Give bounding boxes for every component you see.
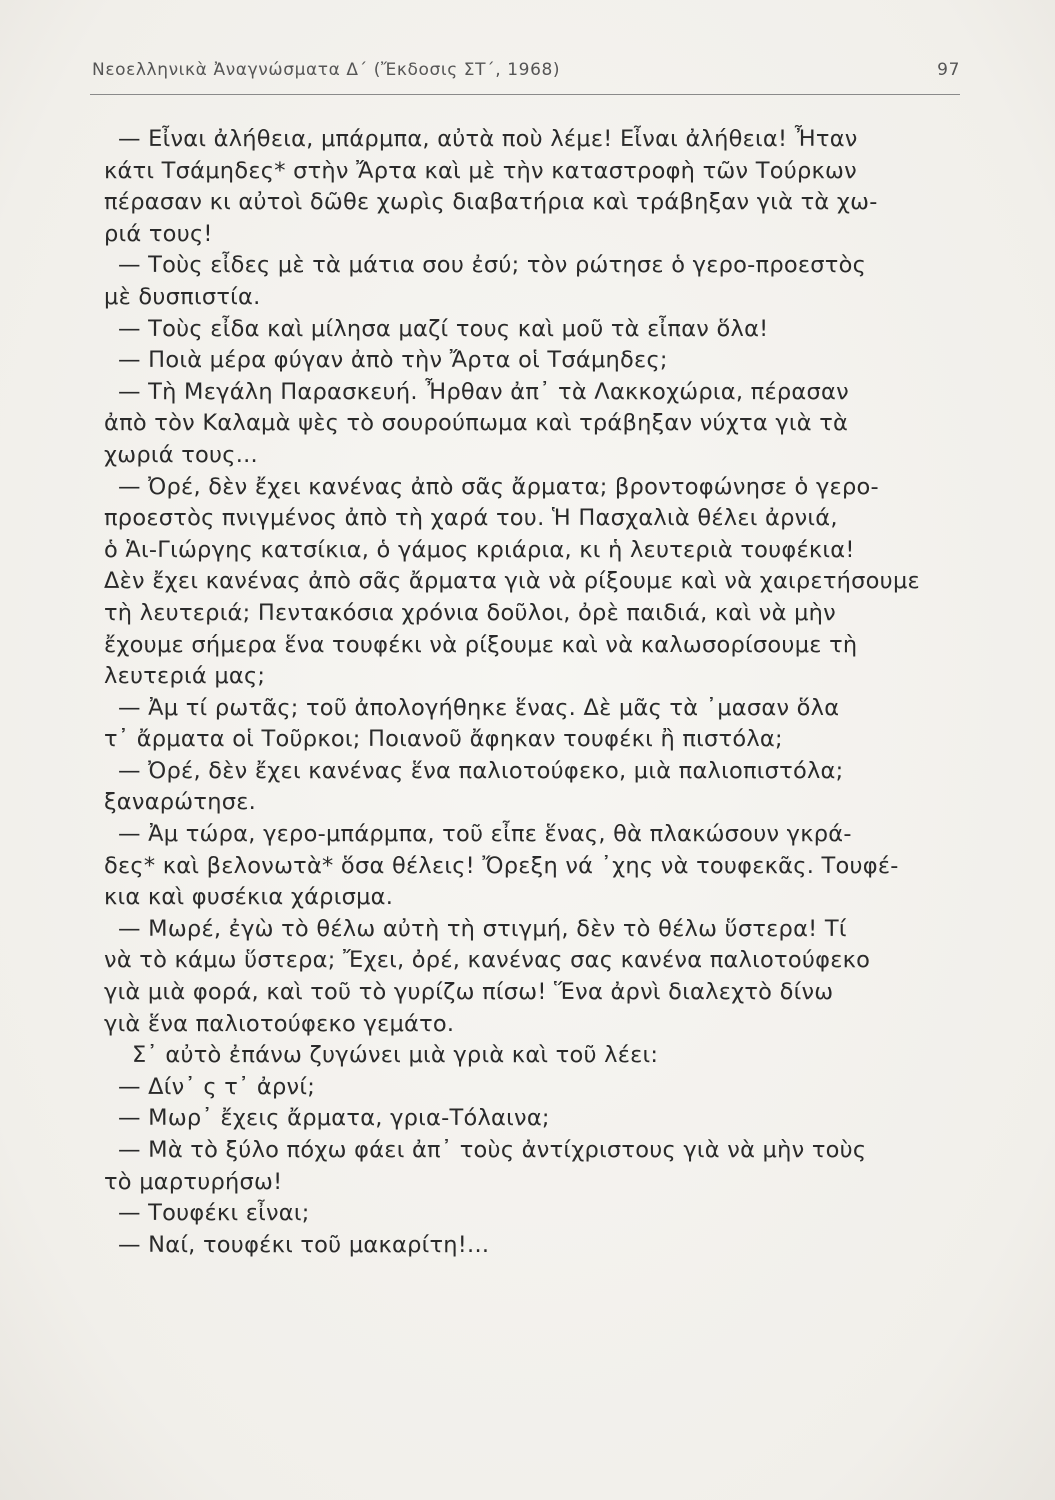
text-line: — Ἀμ τώρα, γερο-μπάρμπα, τοῦ εἶπε ἕνας, θὰ πλακώσουν γκρά- <box>118 821 852 848</box>
text-line: — Τοὺς εἶδες μὲ τὰ μάτια σου ἐσύ; τὸν ρώτησε ὁ γερο-προεστὸς <box>118 252 867 279</box>
text-line: νὰ τὸ κάμω ὕστερα; Ἔχει, ὀρέ, κανένας σας κανένα παλιοτούφεκο <box>104 947 871 974</box>
text-line: ξαναρώτησε. <box>104 789 257 816</box>
text-line: — Μωρ᾽ ἔχεις ἄρματα, γρια-Τόλαινα; <box>118 1105 550 1132</box>
text-line: τὴ λευτεριά; Πεντακόσια χρόνια δοῦλοι, ὀρὲ παιδιά, καὶ νὰ μὴν <box>104 599 836 626</box>
text-line: τὸ μαρτυρήσω! <box>104 1168 283 1195</box>
text-line: πέρασαν κι αὐτοὶ δῶθε χωρὶς διαβατήρια καὶ τράβηξαν γιὰ τὰ χω- <box>104 189 878 216</box>
text-line: — Τοὺς εἶδα καὶ μίλησα μαζί τους καὶ μοῦ τὰ εἶπαν ὅλα! <box>118 315 769 342</box>
text-line: — Εἶναι ἀλήθεια, μπάρμπα, αὐτὰ ποὺ λέμε! Εἶναι ἀλήθεια! Ἦταν <box>118 126 858 152</box>
text-line: τ᾽ ἄρματα οἱ Τοῦρκοι; Ποιανοῦ ἄφηκαν τουφέκι ἢ πιστόλα; <box>104 726 783 753</box>
header-rule <box>90 94 960 95</box>
text-line: κια καὶ φυσέκια χάρισμα. <box>104 884 394 911</box>
text-line: ἔχουμε σήμερα ἕνα τουφέκι νὰ ρίξουμε καὶ νὰ καλωσορίσουμε τὴ <box>104 631 858 658</box>
text-line: γιὰ ἕνα παλιοτούφεκο γεμάτο. <box>104 1010 455 1037</box>
text-line: — Δίν᾽ ς τ᾽ ἀρνί; <box>118 1073 316 1100</box>
text-line: — Μωρέ, ἐγὼ τὸ θέλω αὐτὴ τὴ στιγμή, δὲν τὸ θέλω ὕστερα! Τί <box>118 915 847 942</box>
text-line: Σ᾽ αὐτὸ ἐπάνω ζυγώνει μιὰ γριὰ καὶ τοῦ λέει: <box>132 1042 659 1069</box>
text-line: — Ἀμ τί ρωτᾶς; τοῦ ἀπολογήθηκε ἕνας. Δὲ μᾶς τὰ ᾽μασαν ὅλα <box>118 694 840 721</box>
text-line: γιὰ μιὰ φορά, καὶ τοῦ τὸ γυρίζω πίσω! Ἕνα ἀρνὶ διαλεχτὸ δίνω <box>104 979 834 1006</box>
text-line: — Ὀρέ, δὲν ἔχει κανένας ἕνα παλιοτούφεκο, μιὰ παλιοπιστόλα; <box>118 757 844 784</box>
text-line: — Τὴ Μεγάλη Παρασκευή. Ἦρθαν ἀπ᾽ τὰ Λακκοχώρια, πέρασαν <box>118 378 849 405</box>
book-title: Νεοελληνικὰ Ἀναγνώσματα Δ΄ (Ἔκδοσις ΣΤ΄, 1968) <box>92 60 561 80</box>
text-line: Δὲν ἔχει κανένας ἀπὸ σᾶς ἄρματα γιὰ νὰ ρίξουμε καὶ νὰ χαιρετήσουμε <box>104 568 920 595</box>
running-header <box>92 60 960 94</box>
text-line: — Τουφέκι εἶναι; <box>118 1200 310 1227</box>
page-number: 97 <box>937 60 960 80</box>
text-line: χωριά τους... <box>104 441 258 468</box>
text-line: ὁ Ἁι-Γιώργης κατσίκια, ὁ γάμος κριάρια, κι ἡ λευτεριὰ τουφέκια! <box>104 536 855 563</box>
text-line: προεστὸς πνιγμένος ἀπὸ τὴ χαρά του. Ἡ Πασχαλιὰ θέλει ἀρνιά, <box>104 505 838 532</box>
text-line: — Ποιὰ μέρα φύγαν ἀπὸ τὴν Ἄρτα οἱ Τσάμηδες; <box>118 347 668 374</box>
text-line: ριά τους! <box>104 220 213 247</box>
text-line: — Ναί, τουφέκι τοῦ μακαρίτη!... <box>118 1231 490 1258</box>
text-line: — Μὰ τὸ ξύλο πόχω φάει ἀπ᾽ τοὺς ἀντίχριστους γιὰ νὰ μὴν τοὺς <box>118 1137 867 1163</box>
text-body <box>104 124 954 1261</box>
text-line: κάτι Τσάμηδες* στὴν Ἄρτα καὶ μὲ τὴν καταστροφὴ τῶν Τούρκων <box>104 157 857 184</box>
text-line: — Ὀρέ, δὲν ἔχει κανένας ἀπὸ σᾶς ἄρματα; βροντοφώνησε ὁ γερο- <box>118 473 879 500</box>
text-line: ἀπὸ τὸν Καλαμὰ ψὲς τὸ σουρούπωμα καὶ τράβηξαν νύχτα γιὰ τὰ <box>104 410 849 437</box>
text-line: δες* καὶ βελονωτὰ* ὅσα θέλεις! Ὄρεξη νά ᾽χης νὰ τουφεκᾶς. Τουφέ- <box>104 852 899 879</box>
text-line: μὲ δυσπιστία. <box>104 283 261 310</box>
text-line: λευτεριά μας; <box>104 663 266 690</box>
